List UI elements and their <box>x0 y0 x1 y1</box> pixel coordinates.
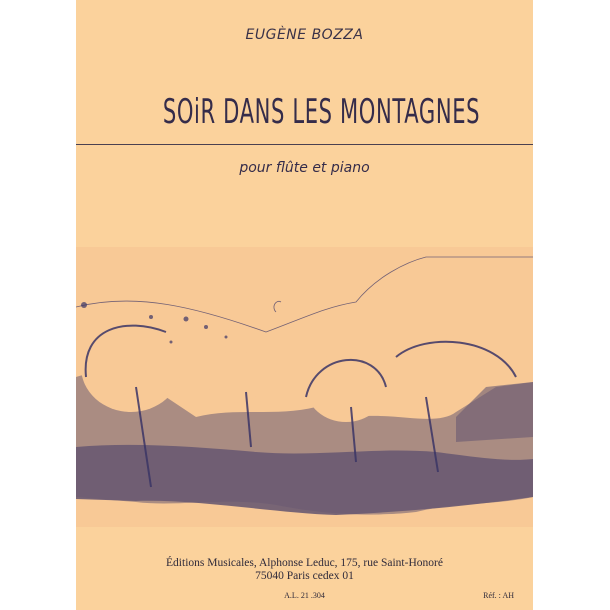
publisher-line-2: 75040 Paris cedex 01 <box>255 570 354 582</box>
landscape-illustration <box>76 247 533 527</box>
reference-code: Réf. : AH <box>483 591 514 600</box>
work-title: SOiR DANS LES MONTAGNES <box>162 92 481 132</box>
plate-number: A.L. 21 .304 <box>284 591 325 600</box>
publisher-line-1: Éditions Musicales, Alphonse Leduc, 175, rue Saint-Honoré <box>166 557 443 569</box>
composer-name: EUGÈNE BOZZA <box>245 27 364 43</box>
instrumentation: pour flûte et piano <box>239 160 370 176</box>
title-divider <box>76 144 533 145</box>
publisher-address <box>76 557 533 583</box>
score-cover <box>76 0 533 610</box>
